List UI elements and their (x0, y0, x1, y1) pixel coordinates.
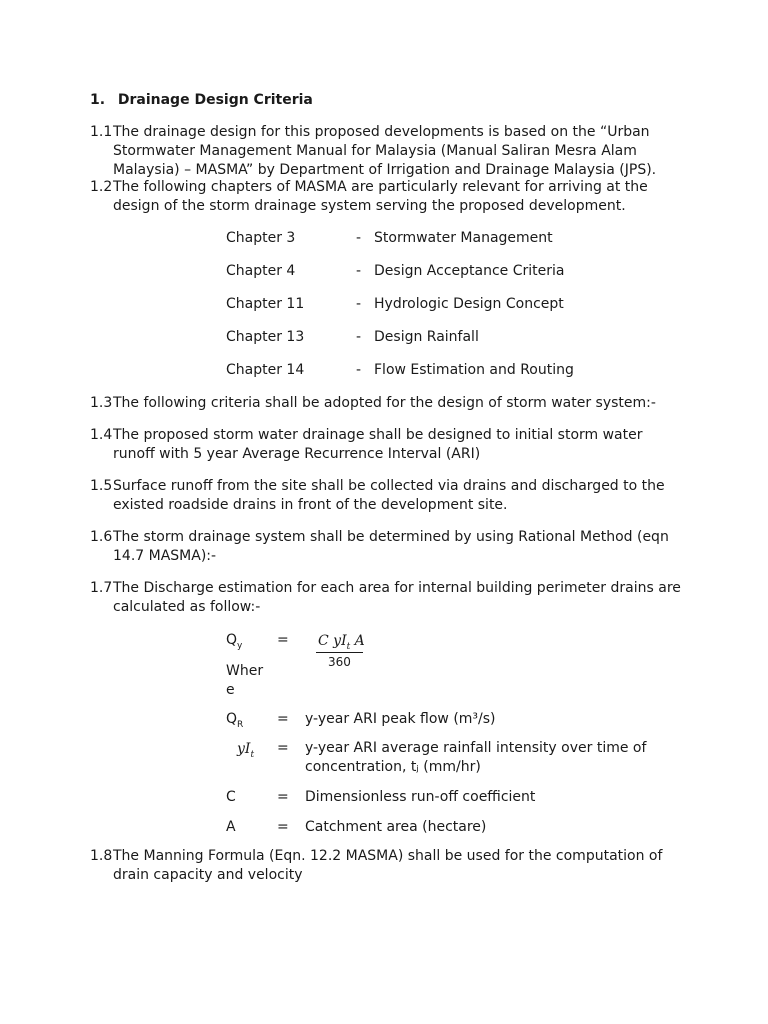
chapter-row (226, 361, 706, 380)
formula-numerator-area: A (350, 633, 365, 649)
chapter-number: Chapter 3 (226, 230, 296, 246)
formula-numerator-text: C yI (318, 633, 347, 649)
list-item (90, 579, 690, 617)
item-number: 1.2 (90, 179, 113, 195)
definition-line: Catchment area (hectare) (305, 819, 487, 835)
list-item (90, 847, 690, 885)
definition-line: y-year ARI average rainfall intensity over time of (305, 740, 647, 756)
where-label (226, 662, 263, 700)
definition-equals: = (277, 819, 289, 835)
list-item (90, 123, 690, 180)
formula-lhs-subscript: y (237, 641, 243, 651)
item-number: 1.3 (90, 395, 113, 411)
chapter-dash: - (356, 362, 362, 378)
formula-numerator (318, 632, 365, 653)
symbol-text: yI (237, 741, 251, 757)
definition-text (305, 788, 535, 807)
item-line: Stormwater Management Manual for Malaysia (Manual Saliran Mesra Alam (113, 143, 637, 159)
item-line: The storm drainage system shall be determined by using Rational Method (eqn (113, 529, 669, 545)
chapter-title: Stormwater Management (374, 230, 553, 246)
section-title: Drainage Design Criteria (117, 92, 313, 108)
section-heading (90, 91, 313, 110)
chapter-dash: - (356, 230, 362, 246)
chapter-dash: - (356, 329, 362, 345)
definition-text (305, 710, 496, 729)
chapter-dash: - (356, 296, 362, 312)
item-line: The following chapters of MASMA are particularly relevant for arriving at the (113, 179, 648, 195)
chapter-number: Chapter 4 (226, 263, 296, 279)
definition-equals: = (277, 789, 289, 805)
definition-equals: = (277, 740, 289, 756)
chapter-number: Chapter 13 (226, 329, 305, 345)
formula-lhs-symbol: Q (226, 632, 238, 648)
definition-symbol (226, 788, 236, 807)
formula-equals: = (277, 632, 289, 648)
item-number: 1.7 (90, 580, 113, 596)
item-line: The Manning Formula (Eqn. 12.2 MASMA) shall be used for the computation of (113, 848, 663, 864)
item-line: The following criteria shall be adopted for the design of storm water system:- (113, 395, 656, 411)
symbol-text: C (226, 789, 236, 805)
definition-symbol (226, 710, 243, 731)
item-line: The drainage design for this proposed developments is based on the “Urban (113, 124, 650, 140)
chapter-row (226, 229, 706, 248)
item-number: 1.4 (90, 427, 113, 443)
where-line: Wher (226, 663, 264, 679)
formula-numerator-subscript: t (346, 642, 351, 652)
chapter-title: Design Rainfall (374, 329, 479, 345)
symbol-text: Q (226, 711, 238, 727)
list-item (90, 426, 690, 464)
definition-text (305, 739, 646, 777)
definition-text (305, 818, 486, 837)
item-line: design of the storm drainage system serving the proposed development. (113, 198, 626, 214)
item-line: existed roadside drains in front of the development site. (113, 497, 508, 513)
item-line: Malaysia) – MASMA” by Department of Irrigation and Drainage Malaysia (JPS). (113, 162, 657, 178)
definition-symbol (226, 818, 236, 837)
symbol-subscript: t (250, 750, 255, 760)
formula-lhs (226, 631, 242, 652)
chapter-dash: - (356, 263, 362, 279)
list-item (90, 477, 690, 515)
list-item (90, 178, 690, 216)
chapter-row (226, 262, 706, 281)
item-line: runoff with 5 year Average Recurrence Interval (ARI) (113, 446, 481, 462)
symbol-text: A (226, 819, 236, 835)
symbol-subscript: R (237, 720, 244, 730)
formula-denominator: 360 (328, 655, 351, 669)
item-line: The proposed storm water drainage shall be designed to initial storm water (113, 427, 643, 443)
section-number: 1. (90, 92, 106, 108)
item-line: Surface runoff from the site shall be collected via drains and discharged to the (113, 478, 665, 494)
definition-symbol (237, 740, 254, 761)
definition-line: concentration, tⱼ (mm/hr) (305, 759, 481, 775)
definition-line: Dimensionless run-off coefficient (305, 789, 536, 805)
item-number: 1.8 (90, 848, 113, 864)
item-line: drain capacity and velocity (113, 867, 303, 883)
item-number: 1.5 (90, 478, 113, 494)
chapter-number: Chapter 14 (226, 362, 305, 378)
chapter-number: Chapter 11 (226, 296, 305, 312)
item-number: 1.1 (90, 124, 113, 140)
item-line: 14.7 MASMA):- (113, 548, 217, 564)
list-item (90, 394, 690, 413)
item-line: calculated as follow:- (113, 599, 261, 615)
chapter-title: Flow Estimation and Routing (374, 362, 574, 378)
definition-line: y-year ARI peak flow (m³/s) (305, 711, 496, 727)
chapter-title: Design Acceptance Criteria (374, 263, 565, 279)
chapter-title: Hydrologic Design Concept (374, 296, 564, 312)
chapter-row (226, 328, 706, 347)
where-line: e (226, 682, 235, 698)
item-line: The Discharge estimation for each area for internal building perimeter drains are (113, 580, 681, 596)
definition-equals: = (277, 711, 289, 727)
chapter-row (226, 295, 706, 314)
item-number: 1.6 (90, 529, 113, 545)
list-item (90, 528, 690, 566)
